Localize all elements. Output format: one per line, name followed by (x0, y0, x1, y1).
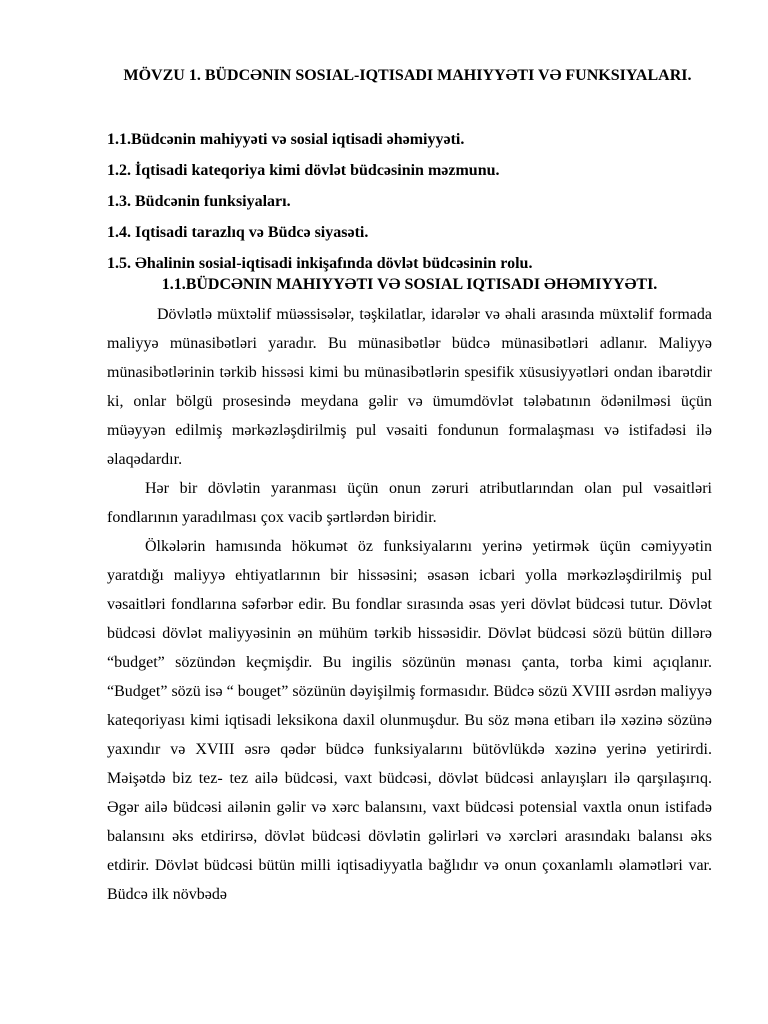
toc-item-1-4: 1.4. Iqtisadi tarazlıq və Büdcə siyasəti. (107, 224, 369, 241)
table-of-contents (107, 124, 712, 279)
page-title: MÖVZU 1. BÜDCƏNIN SOSIAL-IQTISADI MAHIYYƏTI VƏ FUNKSIYALARI. (123, 67, 692, 84)
paragraph-1: Dövlətlə müxtəlif müəssisələr, təşkilatlar, idarələr və əhali arasında müxtəlif formada maliyyə münasibətləri yaradır. Bu münasibətlər büdcə münasibətləri adlanır. Maliyyə münasibətlərinin tərkib hissəsi kimi bu münasibətlərin spesifik xüsusiyyətləri ondan ibarətdir ki, onlar bölgü prosesində meydana gəlir və ümumdövlət tələbatının ödənilməsi üçün müəyyən edilmiş mərkəzləşdirilmiş pul vəsaiti fondunun formalaşması və istifadəsi ilə əlaqədardır. (107, 306, 712, 468)
toc-item-1-3: 1.3. Büdcənin funksiyaları. (107, 193, 291, 210)
paragraph-3: Ölkələrin hamısında hökumət öz funksiyalarını yerinə yetirmək üçün cəmiyyətin yaratdığı maliyyə ehtiyatlarının bir hissəsini; əsasən icbari yolla mərkəzləşdirilmiş pul vəsaitləri fondlarına səfərbər edir. Bu fondlar sırasında əsas yeri dövlət büdcəsi tutur. Dövlət büdcəsi dövlət maliyyəsinin ən mühüm tərkib hissəsidir. Dövlət büdcəsi sözü bütün dillərə “budget” sözündən keçmişdir. Bu ingilis sözünün mənası çanta, torba kimi açıqlanır. “Budget” sözü isə “ bouget” sözünün dəyişilmiş formasıdır. Büdcə sözü XVIII əsrdən maliyyə kateqoriyası kimi iqtisadi leksikona daxil olunmuşdur. Bu söz məna etibarı ilə xəzinə sözünə yaxındır və XVIII əsrə qədər büdcə funksiyalarını bütövlükdə xəzinə yerinə yetirirdi. Məişətdə biz tez- tez ailə büdcəsi, vaxt büdcəsi, dövlət büdcəsi anlayışları ilə qarşılaşırıq. Əgər ailə büdcəsi ailənin gəlir və xərc balansını, vaxt büdcəsi potensial vaxtla onun istifadə balansını əks etdirirsə, dövlət büdcəsi dövlətin gəlirləri və xərcləri arasındakı balansı əks etdirir. Dövlət büdcəsi bütün milli iqtisadiyyatla bağlıdır və onun çoxanlamlı əlamətləri var. Büdcə ilk növbədə (107, 538, 712, 903)
toc-item-1-1: 1.1.Büdcənin mahiyyəti və sosial iqtisadi əhəmiyyəti. (107, 131, 465, 148)
toc-item-1-2: 1.2. İqtisadi kateqoriya kimi dövlət büdcəsinin məzmunu. (107, 162, 500, 179)
body-text (107, 300, 712, 909)
paragraph-2: Hər bir dövlətin yaranması üçün onun zəruri atributlarından olan pul vəsaitləri fondlarının yaradılması çox vacib şərtlərdən biridir. (107, 480, 712, 526)
toc-item-1-5: 1.5. Əhalinin sosial-iqtisadi inkişafında dövlət büdcəsinin rolu. (107, 255, 533, 272)
section-heading: 1.1.BÜDCƏNIN MAHIYYƏTI VƏ SOSIAL IQTISADI ƏHƏMIYYƏTI. (161, 276, 658, 293)
